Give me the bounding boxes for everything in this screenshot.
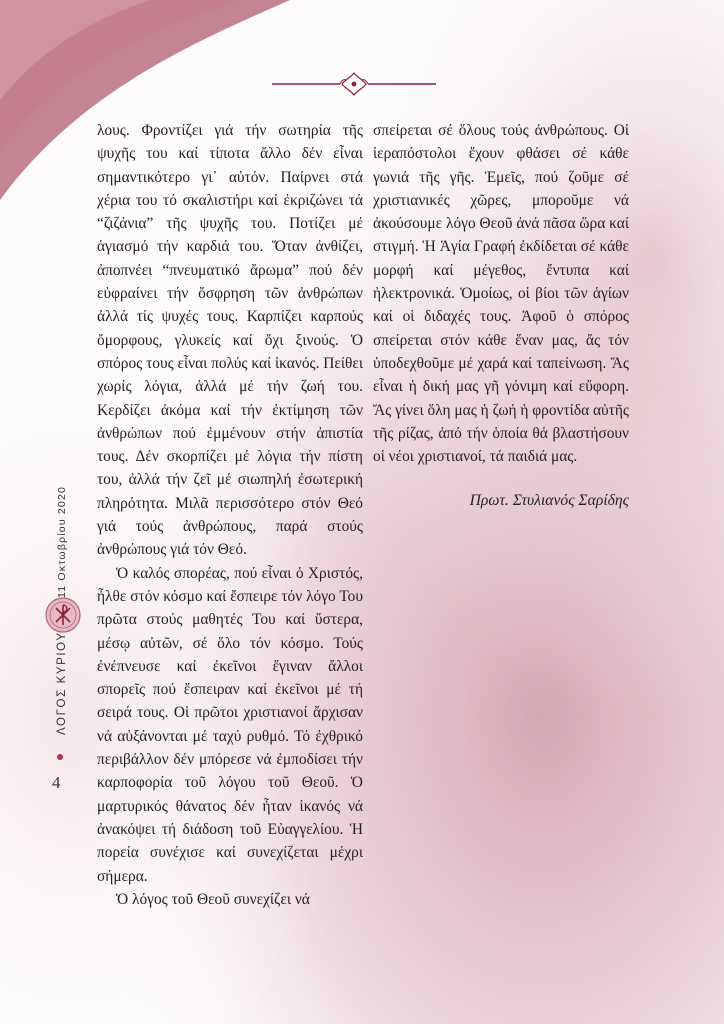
- title-ornament: [272, 70, 436, 98]
- author-signature: Πρωτ. Στυλιανός Σαρίδης: [469, 492, 629, 509]
- page-number: 4: [52, 773, 61, 792]
- left-text-column: [97, 119, 363, 911]
- paragraph: Ὁ λόγος τοῦ Θεοῦ συνεχίζει νά: [116, 890, 310, 908]
- issue-date: 11 Οκτωβρίου 2020: [56, 485, 68, 598]
- paragraph: σπείρεται σέ ὅλους τούς ἀνθρώπους. Οἱ ἱεραπόστολοι ἔχουν φθάσει σέ κάθε γωνιά τῆς γῆς. Ἐμεῖς, πού ζοῦμε σέ χριστιανικές χῶρες, μποροῦμε νά ἀκούσουμε λόγο Θεοῦ ἀνά πᾶσα ὥρα καί στιγμή. Ἡ Ἁγία Γραφή ἐκδίδεται σέ κάθε μορφή καί μέγεθος, ἔντυπα καί ἠλεκτρονικά. Ὁμοίως, οἱ βίοι τῶν ἁγίων καί οἱ διδαχές τους. Ἀφοῦ ὁ σπόρος σπείρεται στόν κάθε ἕναν μας, ἄς τόν ὑποδεχθοῦμε μέ χαρά καί ταπείνωση. Ἄς εἶναι ἡ δική μας γῆ γόνιμη καί εὔφορη. Ἄς γίνει ὅλη μας ἡ ζωή ἡ φροντίδα αὐτῆς τῆς ρίζας, ἀπό τήν ὁποία θά βλαστήσουν οἱ νέοι χριστιανοί, τά παιδιά μας.: [373, 122, 629, 466]
- chi-rho-seal-icon: [44, 596, 82, 634]
- magazine-title: ΛΟΓΟΣ ΚΥΡΙΟΥ: [56, 631, 68, 735]
- paragraph: λους. Φροντίζει γιά τήν σωτηρία τῆς ψυχῆς του καί τίποτα ἄλλο δέν εἶναι σημαντικότερο γι᾿ αὐτόν. Παίρνει στά χέρια του τό σκαλιστήρι καί ἐκριζώνει τά “ζιζάνια” τῆς ψυχῆς του. Ποτίζει μέ ἁγιασμό τήν καρδιά του. Ὅταν ἀνθίζει, ἀποπνέει “πνευματικό ἄρωμα” πού δέν εὐφραίνει τήν ὄσφρηση τῶν ἀνθρώπων ἀλλά τίς ψυχές τους. Καρπίζει καρπούς ὄμορφους, γλυκείς καί ὄχι ξινούς. Ὁ σπόρος τους εἶναι πολύς καί ἱκανός. Πείθει χωρίς λόγια, ἀλλά μέ τήν ζωή του. Κερδίζει ἀκόμα καί τήν ἐκτίμηση τῶν ἀνθρώπων πού ἐμμένουν στήν ἀπιστία τους. Δέν σκορπίζει μέ λόγια τήν πίστη του, ἀλλά τήν ζεῖ μέ σιωπηλή ἐσωτερική πληρότητα. Μιλᾶ περισσότερο στόν Θεό γιά τούς ἀνθρώπους, παρά στούς ἀνθρώπους γιά τόν Θεό.: [97, 122, 363, 559]
- paragraph: Ὁ καλός σπορέας, πού εἶναι ὁ Χριστός, ἦλθε στόν κόσμο καί ἔσπειρε τόν λόγο Του πρῶτα στούς μαθητές Του καί ὕστερα, μέσῳ αὐτῶν, σέ ὅλο τόν κόσμο. Τούς ἐνέπνευσε καί ἐκεῖνοι ἔγιναν ἄλλοι σπορεῖς πού ἔσπειραν καί ἐκεῖνοι μέ τή σειρά τους. Οἱ πρῶτοι χριστιανοί ἄρχισαν νά αὐξάνονται μέ ταχύ ρυθμό. Τό ἐχθρικό περιβάλλον δέν μπόρεσε νά ἐμποδίσει τήν καρποφορία τοῦ λόγου τοῦ Θεοῦ. Ὁ μαρτυρικός θάνατος δέν ἦταν ἱκανός νά ἀνακόψει τή διάδοση τοῦ Εὐαγγελίου. Ἡ πορεία συνέχισε καί συνεχίζεται μέχρι σήμερα.: [97, 564, 363, 885]
- right-text-column: [373, 119, 629, 468]
- separator-dot: [57, 754, 63, 760]
